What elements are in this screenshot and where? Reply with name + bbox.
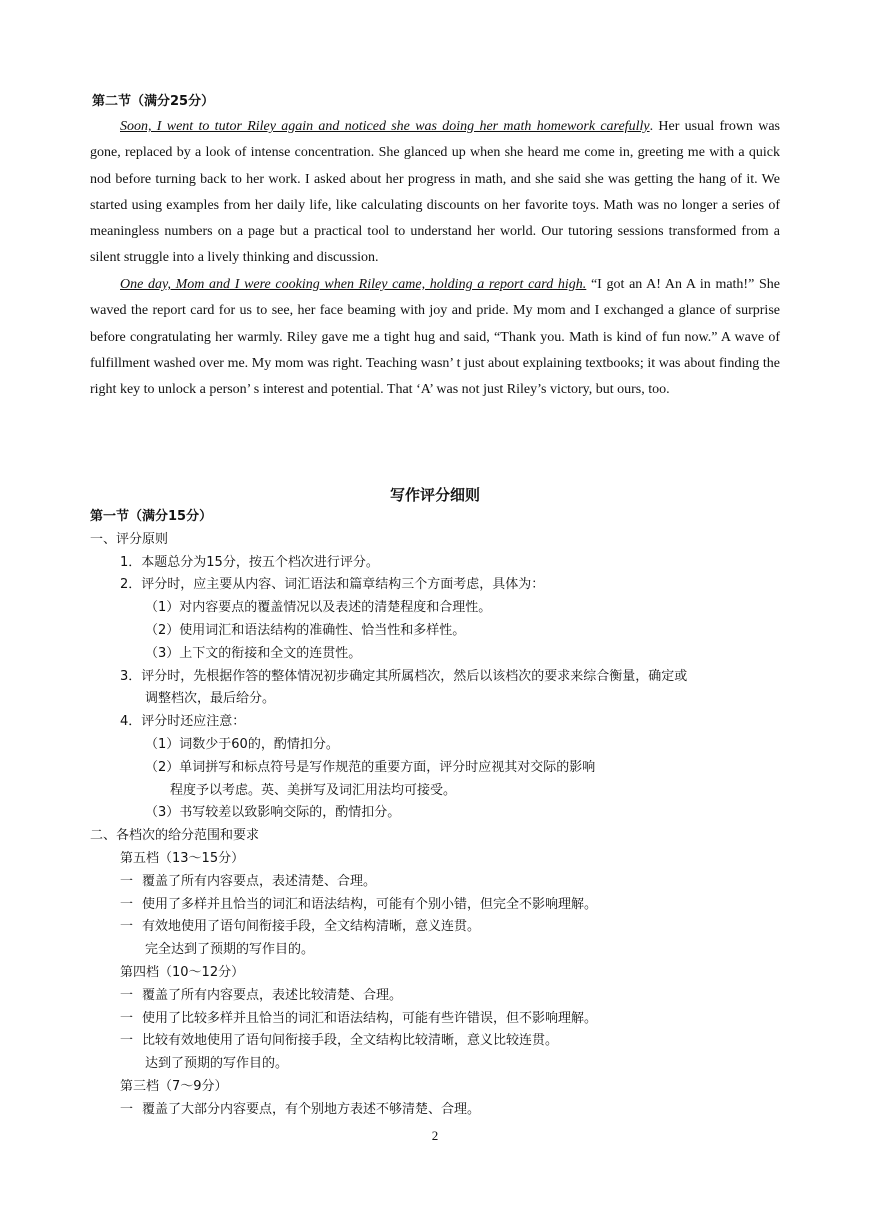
rubric-line: [90, 529, 790, 552]
dash-bullet: 一: [120, 919, 134, 935]
rubric-line: [90, 825, 790, 848]
rubric-line-text: 覆盖了所有内容要点，表述清楚、合理。: [142, 873, 377, 889]
rubric-line: [90, 552, 790, 575]
rubric-line: [90, 1099, 790, 1122]
paragraph-2-text: “I got an A! An A in math!” She waved the report card for us to see, her face beaming with joy and pride. My mom and I exchanged a glance of surprise before congratulating her warmly. Riley gave me a tight hug and said, “Thank you. Math is kind of fun now.” A wave of fulfillment washed over me. My mom was right. Teaching wasn’ t just about explaining textbooks; it was about finding the right key to unlock a person’ s interest and potential. That ‘A’ was not just Riley’s victory, but ours, too.: [90, 277, 780, 398]
rubric-line: [90, 916, 790, 939]
rubric-lines: [90, 529, 790, 1122]
rubric-line-text: 3．评分时，先根据作答的整体情况初步确定其所属档次，然后以该档次的要求来综合衡量，确定或: [120, 668, 688, 684]
rubric-body: [90, 506, 790, 1122]
rubric-line: [90, 1053, 790, 1076]
dash-bullet: 一: [120, 1033, 134, 1049]
rubric-line-text: 覆盖了所有内容要点，表述比较清楚、合理。: [142, 987, 403, 1003]
rubric-line-text: 第三档（7～9分）: [120, 1078, 228, 1094]
underlined-opening-sentence-2: One day, Mom and I were cooking when Riley came, holding a report card high.: [120, 277, 587, 292]
rubric-line: [90, 985, 790, 1008]
dash-bullet: 一: [120, 896, 134, 912]
essay-paragraph-2: [90, 272, 780, 403]
rubric-line-text: 达到了预期的写作目的。: [145, 1056, 289, 1072]
page-number: 2: [431, 1128, 439, 1143]
rubric-line-text: 有效地使用了语句间衔接手段，全文结构清晰，意义连贯。: [142, 919, 481, 935]
rubric-line: [90, 688, 790, 711]
rubric-line: [90, 802, 790, 825]
dash-bullet: 一: [120, 873, 134, 889]
rubric-line-text: 调整档次，最后给分。: [145, 691, 276, 707]
rubric-line: [90, 894, 790, 917]
paragraph-1-text: . Her usual frown was gone, replaced by a look of intense concentration. She glanced up when she heard me come in, greeting me with a quick nod before turning back to her work. I asked about her progress in math, and she said she was getting the hang of it. We started using examples from her daily life, like calculating discounts on her favorite toys. Math was no longer a series of meaningless numbers on a page but a practical tool to understand her world. Our tutoring sessions transformed from a silent struggle into a lively thinking and discussion.: [90, 119, 781, 266]
dash-bullet: 一: [120, 1010, 134, 1026]
dash-bullet: 一: [120, 1101, 134, 1117]
section-2-heading: 第二节（满分25分）: [92, 94, 215, 109]
rubric-line-text: 使用了比较多样并且恰当的词汇和语法结构，可能有些许错误，但不影响理解。: [142, 1010, 598, 1026]
dash-bullet: 一: [120, 987, 134, 1003]
rubric-line: [90, 848, 790, 871]
rubric-line: [90, 574, 790, 597]
rubric-line-text: 使用了多样并且恰当的词汇和语法结构，可能有个别小错，但完全不影响理解。: [142, 896, 598, 912]
rubric-line-text: 一、评分原则: [90, 531, 169, 547]
rubric-line-text: 1．本题总分为15分，按五个档次进行评分。: [120, 554, 379, 570]
rubric-line-text: 2．评分时，应主要从内容、词汇语法和篇章结构三个方面考虑，具体为：: [120, 577, 545, 593]
rubric-line: [90, 734, 790, 757]
rubric-line-text: 覆盖了大部分内容要点，有个别地方表述不够清楚、合理。: [142, 1101, 481, 1117]
essay-paragraph-1: [90, 114, 780, 272]
rubric-line-text: 完全达到了预期的写作目的。: [145, 942, 315, 958]
rubric-line-text: （3）上下文的衔接和全文的连贯性。: [145, 645, 362, 661]
rubric-line: [90, 620, 790, 643]
rubric-line-text: 比较有效地使用了语句间衔接手段，全文结构比较清晰，意义比较连贯。: [142, 1033, 559, 1049]
rubric-line-text: 二、各档次的给分范围和要求: [90, 828, 260, 844]
rubric-line-text: 4．评分时还应注意：: [120, 714, 246, 730]
rubric-line-text: 程度予以考虑。英、美拼写及词汇用法均可接受。: [170, 782, 457, 798]
rubric-line: [90, 962, 790, 985]
rubric-line: [90, 871, 790, 894]
rubric-line: [90, 1030, 790, 1053]
rubric-line-text: （2）单词拼写和标点符号是写作规范的重要方面，评分时应视其对交际的影响: [145, 759, 596, 775]
rubric-line: [90, 666, 790, 689]
rubric-line-text: （1）对内容要点的覆盖情况以及表述的清楚程度和合理性。: [145, 600, 492, 616]
rubric-line-text: 第五档（13～15分）: [120, 850, 245, 866]
rubric-line: [90, 711, 790, 734]
rubric-line-text: （2）使用词汇和语法结构的准确性、恰当性和多样性。: [145, 622, 466, 638]
rubric-title: 写作评分细则: [389, 486, 480, 504]
rubric-line: [90, 1076, 790, 1099]
rubric-line-text: （3）书写较差以致影响交际的，酌情扣分。: [145, 805, 401, 821]
underlined-opening-sentence-1: Soon, I went to tutor Riley again and noticed she was doing her math homework carefully: [120, 119, 650, 134]
rubric-line: [90, 757, 790, 780]
rubric-line: [90, 780, 790, 803]
rubric-line-text: 第四档（10～12分）: [120, 964, 245, 980]
rubric-line-text: （1）词数少于60的，酌情扣分。: [145, 736, 339, 752]
rubric-line: [90, 643, 790, 666]
rubric-line: [90, 939, 790, 962]
rubric-line: [90, 597, 790, 620]
section-1-heading: 第一节（满分15分）: [90, 509, 213, 524]
rubric-line: [90, 1008, 790, 1031]
